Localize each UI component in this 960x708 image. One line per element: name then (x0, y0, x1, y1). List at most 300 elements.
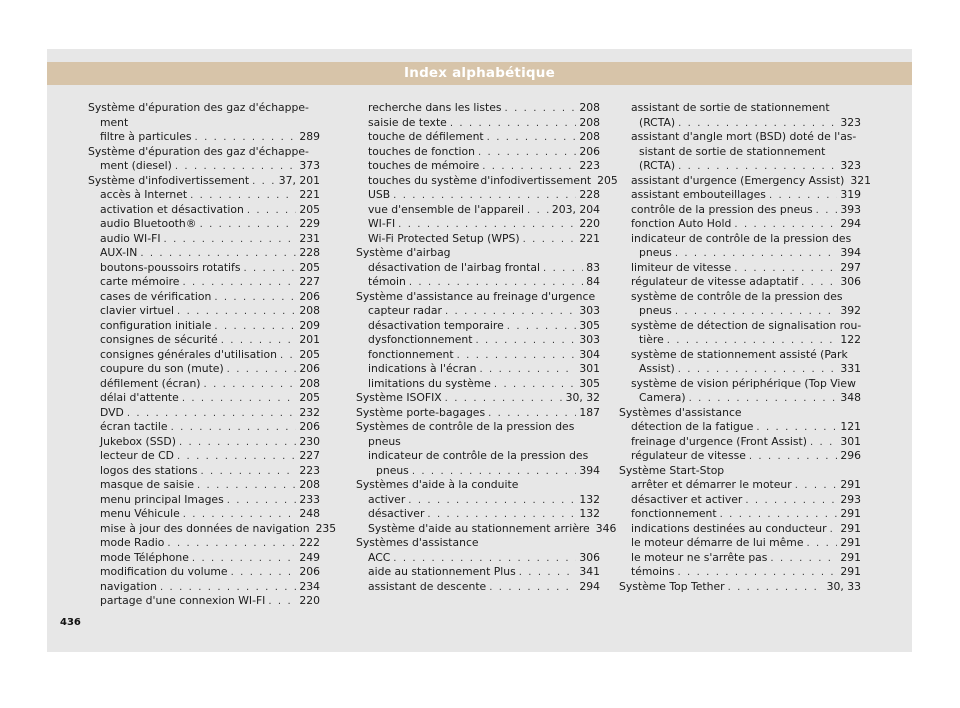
index-entry-page: 301 (579, 362, 600, 375)
index-entry-text: boutons-poussoirs rotatifs (100, 260, 241, 274)
index-entry (619, 536, 861, 551)
index-entry-text: écran tactile (100, 420, 168, 433)
leader-dots (678, 117, 837, 132)
index-entry-page: 222 (299, 536, 320, 549)
index-entry (88, 348, 320, 363)
index-entry (356, 348, 600, 363)
leader-dots (745, 494, 837, 509)
leader-dots (231, 566, 297, 581)
page-number: 436 (60, 617, 81, 628)
index-entry (619, 464, 861, 479)
index-entry (356, 536, 600, 551)
index-entry (88, 493, 320, 508)
index-entry-text: DVD (100, 405, 124, 419)
index-entry-text: partage d'une connexion WI-FI (100, 594, 266, 607)
index-entry (619, 319, 861, 334)
index-entry-page: 205 (299, 260, 320, 274)
index-entry (619, 130, 861, 145)
index-entry-text: délai d'attente (100, 391, 179, 404)
index-entry-text: mode Radio (100, 536, 165, 549)
index-entry-page: 305 (579, 318, 600, 332)
index-entry (356, 391, 600, 406)
index-entry (356, 173, 618, 189)
index-entry-page: 291 (840, 478, 861, 491)
index-entry-text: assistant embouteillages (631, 188, 766, 201)
index-entry (356, 406, 600, 421)
index-entry-page: 205 (299, 347, 320, 361)
index-entry-text: Système Start-Stop (619, 463, 725, 477)
index-entry-text: défilement (écran) (100, 376, 201, 390)
index-entry (619, 290, 861, 305)
index-entry-page: 392 (840, 304, 861, 317)
index-entry-text: système de détection de signalisation rou- (631, 318, 862, 332)
index-entry (356, 362, 600, 377)
index-entry-text: capteur radar (368, 304, 442, 317)
index-entry-text: menu Véhicule (100, 507, 180, 520)
index-entry-text: (RCTA) (639, 115, 676, 129)
index-entry-page: 84 (586, 275, 600, 288)
leader-dots (177, 450, 296, 465)
index-entry (356, 521, 617, 537)
leader-dots (243, 262, 296, 277)
index-entry-text: activation et désactivation (100, 202, 244, 216)
leader-dots (770, 552, 837, 567)
leader-dots (675, 305, 838, 320)
index-entry-text: système de vision périphérique (Top View (631, 376, 856, 390)
index-entry (88, 580, 320, 595)
index-entry-page: 341 (579, 565, 600, 578)
leader-dots (190, 189, 296, 204)
leader-dots (195, 131, 297, 146)
index-column-2 (356, 101, 618, 594)
index-entry-page: 303 (579, 304, 600, 317)
index-entry (619, 478, 861, 493)
index-entry (356, 261, 600, 276)
index-entry-text: ment (100, 115, 129, 129)
index-entry-text: vue d'ensemble de l'appareil (368, 202, 525, 216)
index-entry-text: Système porte-bagages (356, 405, 486, 419)
index-entry-page: 209 (299, 318, 320, 332)
index-entry-text: ACC (368, 550, 391, 564)
index-entry (356, 333, 600, 348)
index-entry (356, 464, 600, 479)
index-entry-text: audio Bluetooth® (100, 217, 197, 230)
index-entry-text: touches du système d'infodivertissement (368, 173, 592, 187)
index-entry-page: 83 (586, 260, 600, 274)
index-entry-text: Système d'assistance au freinage d'urgence (356, 289, 596, 303)
leader-dots (523, 233, 577, 248)
index-entry (356, 493, 600, 508)
leader-dots (507, 320, 577, 335)
index-entry-page: 291 (840, 565, 861, 578)
index-entry-page: 293 (840, 492, 861, 506)
index-entry-page: 291 (840, 536, 861, 549)
index-entry (619, 304, 861, 319)
index-entry-text: masque de saisie (100, 478, 194, 491)
leader-dots (127, 407, 297, 422)
index-entry-page: 187 (579, 405, 600, 419)
index-entry-page: 394 (840, 246, 861, 259)
index-entry-page: 321 (850, 173, 871, 187)
index-entry-text: Assist) (639, 362, 675, 375)
index-entry-text: limiteur de vitesse (631, 260, 732, 274)
index-entry-text: indications destinées au conducteur (631, 521, 827, 535)
index-entry (619, 406, 861, 421)
index-entry-text: désactivation temporaire (368, 318, 504, 332)
index-entry-text: assistant de sortie de stationnement (631, 101, 830, 114)
leader-dots (182, 392, 297, 407)
index-entry-page: 301 (840, 434, 861, 448)
index-entry-text: Systèmes d'assistance (619, 405, 742, 419)
index-entry-text: contrôle de la pression des pneus (631, 202, 813, 216)
index-entry (619, 116, 861, 131)
index-entry-text: touches de fonction (368, 144, 475, 158)
index-entry-page: 208 (579, 130, 600, 143)
index-entry-text: mise à jour des données de navigation (100, 521, 310, 535)
index-entry-text: Système d'épuration des gaz d'échappe- (88, 144, 309, 158)
index-entry (619, 261, 861, 276)
index-entry-text: Système d'aide au stationnement arrière (368, 521, 590, 535)
index-entry-text: désactivation de l'airbag frontal (368, 260, 541, 274)
index-entry (88, 420, 320, 435)
leader-dots (678, 160, 837, 175)
index-entry-page: 208 (579, 115, 600, 129)
index-entry (88, 406, 320, 421)
index-entry (88, 391, 320, 406)
index-entry-text: (RCTA) (639, 159, 676, 172)
index-entry-text: configuration initiale (100, 318, 212, 332)
leader-dots (393, 189, 576, 204)
index-entry-page: 229 (299, 217, 320, 230)
index-entry (619, 188, 861, 203)
index-entry (356, 319, 600, 334)
index-entry-page: 220 (579, 217, 600, 230)
leader-dots (204, 378, 297, 393)
index-entry (356, 203, 600, 218)
index-entry (88, 478, 320, 493)
index-entry-text: détection de la fatigue (631, 420, 754, 433)
index-entry-page: 228 (579, 188, 600, 201)
leader-dots (167, 537, 296, 552)
index-entry-text: limitations du système (368, 376, 491, 390)
leader-dots (489, 581, 576, 596)
index-entry-page: 235 (315, 521, 337, 535)
index-entry-page: 30, 32 (565, 391, 600, 404)
index-entry-page: 291 (840, 521, 861, 535)
leader-dots (457, 349, 577, 364)
index-entry-text: carte mémoire (100, 275, 180, 288)
index-entry-page: 206 (299, 420, 320, 433)
index-entry-page: 121 (840, 420, 861, 433)
index-entry (356, 435, 600, 450)
index-entry (88, 159, 320, 174)
index-entry (619, 275, 861, 290)
index-entry-text: Système Top Tether (619, 579, 725, 593)
leader-dots (412, 465, 577, 480)
index-entry (619, 565, 861, 580)
index-entry-page: 296 (840, 449, 861, 462)
index-entry-page: 297 (840, 260, 861, 274)
index-entry (88, 101, 320, 116)
index-entry (88, 333, 320, 348)
index-entry (356, 116, 600, 131)
leader-dots (182, 276, 296, 291)
index-entry-text: le moteur ne s'arrête pas (631, 550, 768, 564)
index-entry-text: arrêter et démarrer le moteur (631, 478, 792, 491)
index-entry (88, 174, 320, 189)
index-entry-page: 206 (299, 565, 320, 578)
index-entry-text: pneus (639, 246, 672, 259)
index-entry (619, 145, 861, 160)
index-entry-page: 208 (299, 376, 320, 390)
index-entry (88, 290, 320, 305)
index-entry (356, 580, 600, 595)
index-entry (88, 203, 320, 218)
leader-dots (445, 392, 563, 407)
index-entry (88, 116, 320, 131)
leader-dots (200, 218, 297, 233)
index-entry-text: témoin (368, 275, 406, 288)
index-entry-text: indicateur de contrôle de la pression des (368, 449, 589, 462)
leader-dots (268, 595, 296, 610)
index-entry (619, 377, 861, 392)
index-entry (356, 478, 600, 493)
index-entry-page: 249 (299, 550, 320, 564)
index-entry-page: 203, 204 (551, 202, 600, 216)
index-entry (356, 188, 600, 203)
leader-dots (505, 102, 577, 117)
index-entry (619, 580, 861, 595)
leader-dots (171, 421, 297, 436)
index-entry-text: Systèmes d'aide à la conduite (356, 478, 519, 491)
index-entry-page: 132 (579, 507, 600, 520)
leader-dots (543, 262, 583, 277)
index-entry-text: pneus (639, 304, 672, 317)
index-entry (88, 377, 320, 392)
leader-dots (488, 407, 576, 422)
index-entry-text: clavier virtuel (100, 304, 175, 317)
leader-dots (519, 566, 577, 581)
index-entry (88, 449, 320, 464)
index-entry-text: Wi-Fi Protected Setup (WPS) (368, 231, 520, 245)
leader-dots (720, 508, 838, 523)
leader-dots (227, 363, 297, 378)
index-entry-text: indications à l'écran (368, 362, 477, 375)
index-entry-text: indicateur de contrôle de la pression des (631, 231, 852, 245)
index-entry (356, 275, 600, 290)
index-entry (619, 173, 871, 189)
index-entry (619, 435, 861, 450)
index-entry (88, 464, 320, 479)
index-entry-text: Camera) (639, 391, 686, 404)
index-entry-text: fonctionnement (368, 347, 454, 361)
index-entry-text: désactiver (368, 507, 425, 520)
index-entry-text: aide au stationnement Plus (368, 565, 516, 578)
index-entry-text: mode Téléphone (100, 550, 189, 564)
index-entry-page: 331 (840, 362, 861, 375)
index-entry-page: 234 (299, 579, 320, 593)
index-entry-text: WI-FI (368, 217, 396, 230)
index-entry-page: 231 (299, 231, 320, 245)
index-entry-page: 208 (299, 304, 320, 317)
leader-dots (221, 334, 297, 349)
leader-dots (192, 552, 297, 567)
index-entry-text: fonctionnement (631, 507, 717, 520)
index-entry (88, 188, 320, 203)
index-entry-page: 323 (840, 115, 861, 129)
leader-dots (689, 392, 838, 407)
index-entry-page: 348 (840, 391, 861, 404)
index-entry-text: Système d'airbag (356, 246, 451, 259)
index-entry (356, 290, 600, 305)
index-entry-text: ment (diesel) (100, 159, 172, 172)
index-entry-page: 305 (579, 376, 600, 390)
index-entry (88, 551, 320, 566)
index-entry-text: pneus (368, 434, 401, 448)
index-entry-text: Jukebox (SSD) (100, 434, 176, 448)
index-entry-page: 208 (299, 478, 320, 491)
leader-dots (728, 581, 824, 596)
index-entry-text: modification du volume (100, 565, 228, 578)
index-entry (619, 203, 861, 218)
index-entry-text: dysfonctionnement (368, 333, 473, 346)
index-entry-text: accès à Internet (100, 188, 188, 201)
index-entry-text: sistant de sortie de stationnement (639, 144, 826, 158)
index-entry-page: 303 (579, 333, 600, 346)
index-entry (356, 551, 600, 566)
leader-dots (494, 378, 576, 393)
section-header: Index alphabétique (47, 62, 912, 85)
leader-dots (769, 189, 837, 204)
index-entry (88, 565, 320, 580)
index-entry (619, 101, 861, 116)
index-entry-page: 206 (299, 289, 320, 303)
leader-dots (734, 218, 837, 233)
leader-dots (214, 320, 296, 335)
leader-dots (801, 276, 837, 291)
index-entry (619, 246, 861, 261)
index-entry-page: 132 (579, 492, 600, 506)
leader-dots (247, 204, 297, 219)
index-entry-text: coupure du son (mute) (100, 362, 224, 375)
index-entry-page: 221 (579, 231, 600, 245)
index-entry (356, 130, 600, 145)
index-entry-text: consignes de sécurité (100, 333, 218, 346)
index-entry-text: pneus (376, 463, 409, 477)
index-entry (356, 145, 600, 160)
index-entry-text: assistant d'urgence (Emergency Assist) (631, 173, 845, 187)
index-entry (356, 232, 600, 247)
index-entry (88, 246, 320, 261)
index-entry-text: assistant d'angle mort (BSD) doté de l'as- (631, 130, 857, 143)
index-entry (619, 449, 861, 464)
index-entry (88, 435, 320, 450)
index-entry (356, 304, 600, 319)
index-entry (356, 565, 600, 580)
index-entry-page: 294 (840, 217, 861, 230)
index-entry-page: 306 (579, 550, 600, 564)
index-entry (356, 377, 600, 392)
leader-dots (398, 218, 576, 233)
index-entry-page: 248 (299, 507, 320, 520)
index-entry (88, 275, 320, 290)
index-entry-text: menu principal Images (100, 492, 224, 506)
index-entry-page: 228 (299, 246, 320, 259)
index-entry-page: 122 (840, 333, 861, 346)
leader-dots (140, 247, 296, 262)
leader-dots (734, 262, 837, 277)
index-entry-text: cases de vérification (100, 289, 212, 303)
leader-dots (487, 131, 577, 146)
leader-dots (478, 146, 576, 161)
index-entry (619, 348, 861, 363)
index-entry (88, 130, 320, 145)
index-entry-text: touche de défilement (368, 130, 484, 143)
index-entry-page: 394 (579, 463, 600, 477)
leader-dots (756, 421, 837, 436)
index-entry-text: lecteur de CD (100, 449, 174, 462)
index-entry (88, 319, 320, 334)
leader-dots (450, 117, 577, 132)
index-entry-text: Systèmes de contrôle de la pression des (356, 420, 575, 433)
index-entry-text: saisie de texte (368, 115, 447, 129)
leader-dots (675, 247, 838, 262)
index-entry-text: recherche dans les listes (368, 101, 502, 114)
index-entry-page: 232 (299, 405, 320, 419)
leader-dots (252, 175, 276, 190)
leader-dots (427, 508, 576, 523)
leader-dots (749, 450, 838, 465)
index-entry (88, 521, 337, 537)
index-entry-page: 319 (840, 188, 861, 201)
index-entry (619, 522, 861, 537)
index-entry-page: 294 (579, 579, 600, 593)
index-entry-page: 201 (299, 333, 320, 346)
index-entry-text: le moteur démarre de lui même (631, 536, 804, 549)
index-entry (356, 420, 600, 435)
index-entry-text: tière (639, 333, 664, 346)
index-entry-page: 220 (299, 594, 320, 607)
index-entry-text: AUX-IN (100, 246, 138, 259)
leader-dots (227, 494, 297, 509)
leader-dots (816, 204, 838, 219)
index-column-1 (88, 101, 337, 609)
index-entry-text: assistant de descente (368, 579, 487, 593)
index-entry-page: 205 (299, 202, 320, 216)
leader-dots (179, 436, 296, 451)
index-entry (356, 507, 600, 522)
leader-dots (197, 479, 296, 494)
leader-dots (678, 363, 838, 378)
index-entry-page: 223 (299, 463, 320, 477)
index-entry-page: 230 (299, 434, 320, 448)
leader-dots (806, 537, 837, 552)
index-entry-page: 393 (840, 202, 861, 216)
leader-dots (482, 160, 576, 175)
index-entry-text: fonction Auto Hold (631, 217, 732, 230)
index-entry-page: 373 (299, 159, 320, 172)
leader-dots (164, 233, 297, 248)
index-entry-page: 304 (579, 347, 600, 361)
index-entry-page: 291 (840, 550, 861, 564)
leader-dots (200, 465, 296, 480)
index-entry (88, 594, 320, 609)
index-entry-text: témoins (631, 565, 675, 578)
index-entry-text: désactiver et activer (631, 492, 743, 506)
index-entry-page: 223 (579, 159, 600, 172)
index-entry (619, 493, 861, 508)
leader-dots (479, 363, 576, 378)
